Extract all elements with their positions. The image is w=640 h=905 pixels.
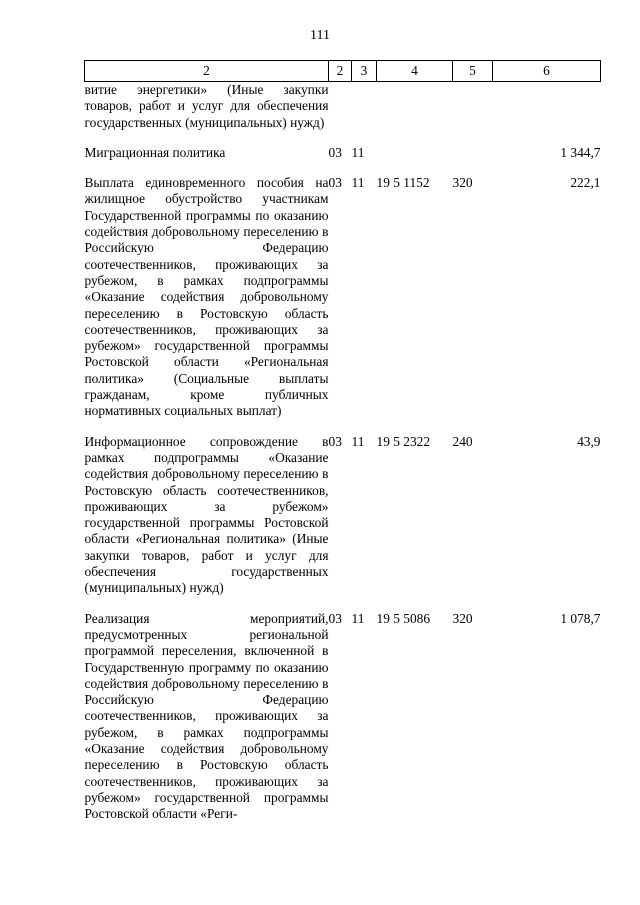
row-pr: 11: [351, 175, 365, 191]
row-pr: 11: [351, 610, 365, 626]
row-rz: 03: [328, 433, 342, 449]
row-sum: 222,1: [570, 175, 601, 191]
row-name: Информационное сопровождение в рамках подпрограммы «Оказание содействия добровольному переселению в Ростовскую область соотечественников, проживающих за рубежом» государственной программы Ростовской области «Региональная политика» (Иные закупки товаров, работ и услуг для обеспечения государственных (муниципальных) нужд): [84, 433, 329, 596]
header-cell-rz: 2: [329, 61, 352, 82]
budget-table: [84, 60, 601, 822]
row-vr: [453, 145, 493, 161]
row-name: витие энергетики» (Иные закупки товаров, работ и услуг для обеспечения государственных (муниципальных) нужд): [84, 82, 329, 130]
header-cell-pr: 3: [352, 61, 377, 82]
row-csr: 19 5 2322: [376, 433, 431, 449]
table-row: [85, 611, 601, 823]
table-row: [85, 82, 601, 131]
row-rz: [329, 82, 352, 131]
table-header-row: [85, 61, 601, 82]
row-rz: 03: [328, 175, 342, 191]
row-pr: 11: [351, 433, 365, 449]
row-pr: 11: [351, 144, 365, 160]
row-rz: 03: [328, 144, 342, 160]
row-sum: 43,9: [577, 433, 601, 449]
table-row: [85, 175, 601, 419]
row-name: Выплата единовременного пособия на жилищное обустройство участникам Государственной программы по оказанию содействия добровольному переселению в Российскую Федерацию соотечественников, проживающих за рубежом, в рамках подпрограммы «Оказание содействия добровольному переселению в Ростовскую область соотечественников, проживающих за рубежом» государственной программы Ростовской области «Региональная политика» (Социальные выплаты гражданам, кроме публичных нормативных социальных выплат): [84, 175, 329, 419]
row-rz: 03: [328, 610, 342, 626]
table-row: [85, 145, 601, 161]
header-cell-name: 2: [85, 61, 329, 82]
row-csr: 19 5 5086: [376, 610, 431, 626]
row-vr: 240: [452, 433, 473, 449]
header-cell-csr: 4: [377, 61, 453, 82]
row-name: Миграционная политика: [84, 144, 226, 160]
row-csr: 19 5 1152: [376, 175, 430, 191]
table-row: [85, 434, 601, 597]
row-csr: [377, 82, 453, 131]
row-sum: 1 344,7: [560, 144, 601, 160]
header-cell-sum: 6: [493, 61, 601, 82]
page-number: 111: [310, 28, 330, 43]
row-vr: 320: [452, 175, 473, 191]
row-vr: [453, 82, 493, 131]
row-csr: [377, 145, 453, 161]
header-cell-vr: 5: [453, 61, 493, 82]
row-pr: [352, 82, 377, 131]
row-sum: [493, 82, 601, 131]
row-vr: 320: [452, 610, 473, 626]
row-sum: 1 078,7: [560, 610, 601, 626]
row-name: Реализация мероприятий, предусмотренных региональной программой переселения, включенной в Государственную программу по оказанию содействия добровольному переселению в Российскую Федерацию соотечественников, проживающих за рубежом, в рамках подпрограммы «Оказание содействия добровольному переселению в Ростовскую область соотечественников, проживающих за рубежом» государственной программы Ростовской области «Реги-: [84, 610, 329, 822]
